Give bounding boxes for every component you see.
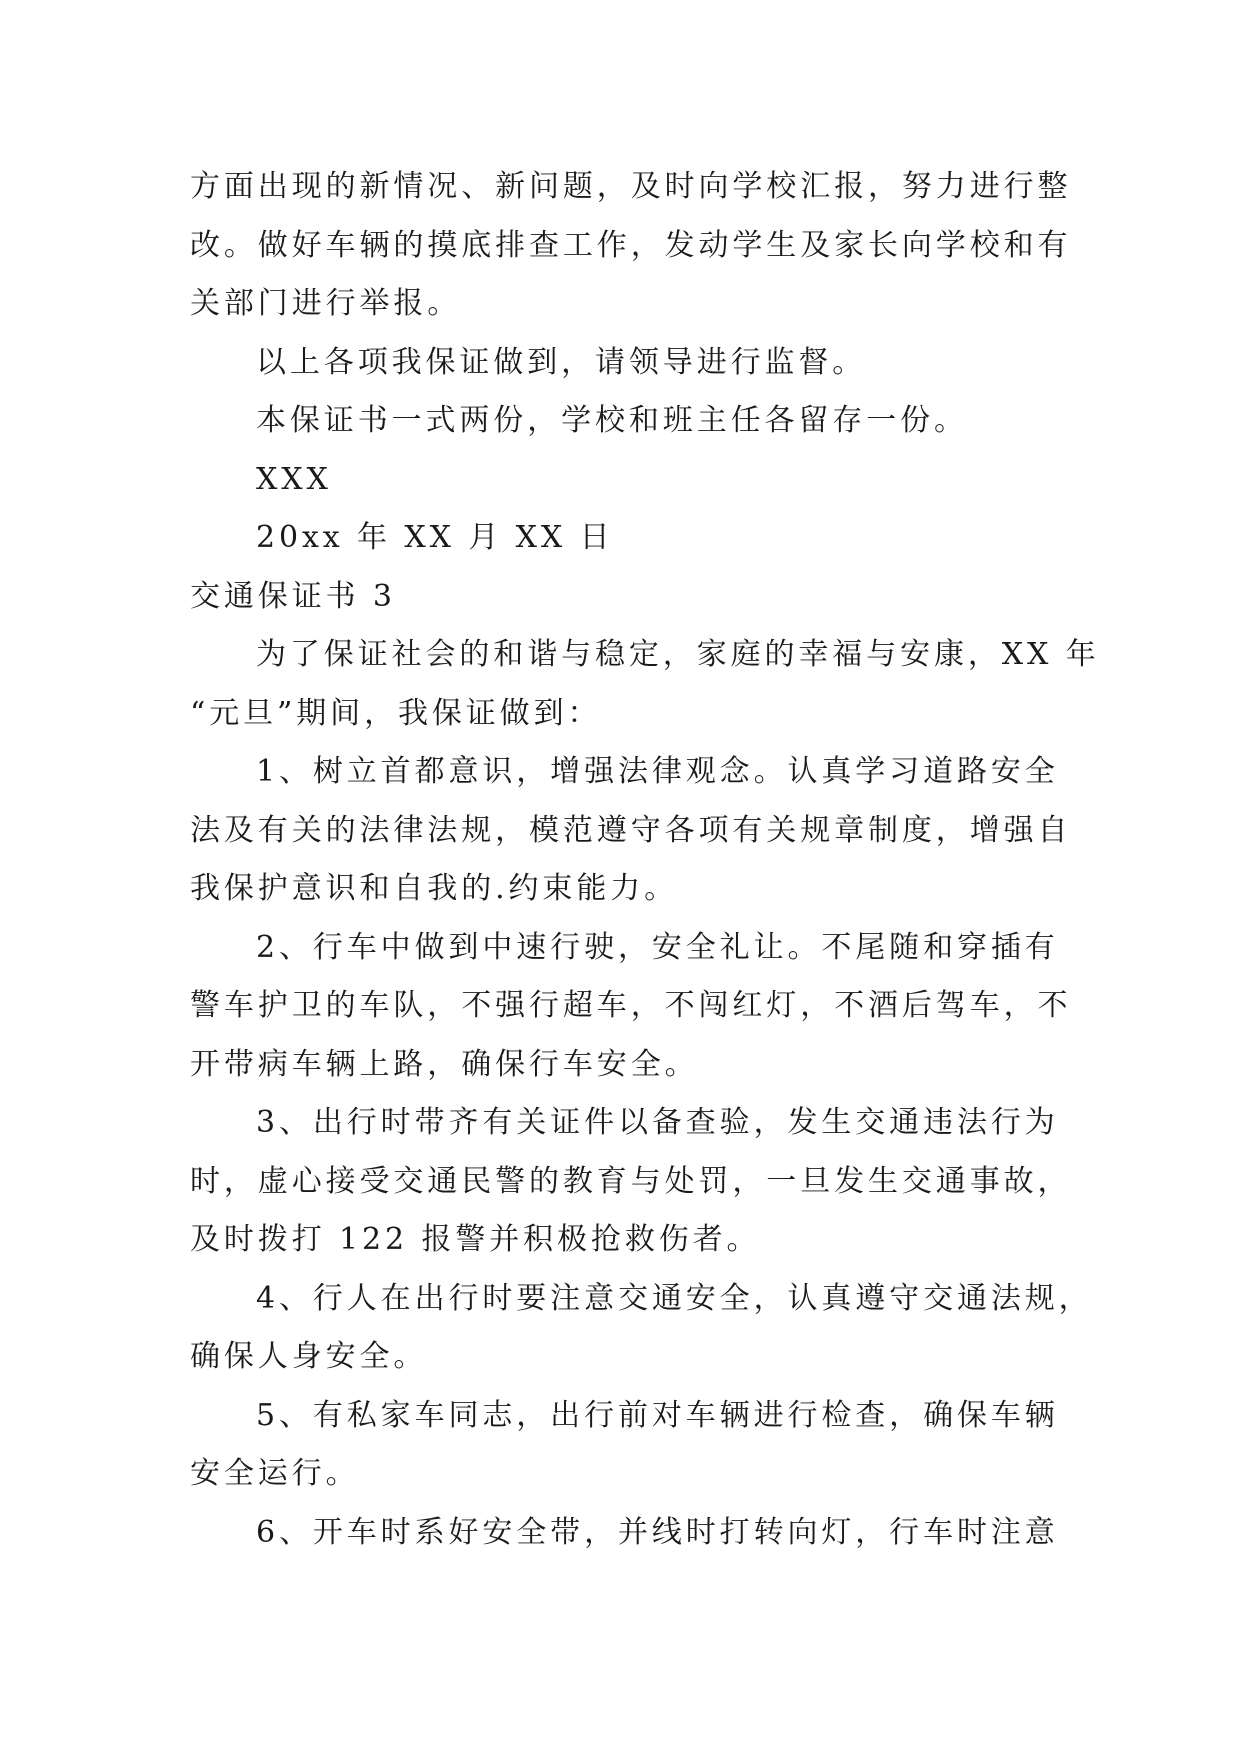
text-line: 1、树立首都意识，增强法律观念。认真学习道路安全 [256, 754, 1059, 789]
text-line: 开带病车辆上路，确保行车安全。 [190, 1046, 699, 1082]
signature-name: XXX [256, 461, 332, 497]
text-line: 及时拨打 122 报警并积极抢救伤者。 [190, 1222, 761, 1257]
text-line: 本保证书一式两份，学校和班主任各留存一份。 [256, 403, 968, 438]
section-heading: 交通保证书 3 [190, 578, 396, 614]
text-line: 关部门进行举报。 [190, 286, 462, 321]
text-line: 4、行人在出行时要注意交通安全，认真遵守交通法规， [256, 1280, 1093, 1316]
text-line: 法及有关的法律法规，模范遵守各项有关规章制度，增强自 [190, 812, 1072, 848]
text-line: 以上各项我保证做到，请领导进行监督。 [256, 344, 867, 380]
text-line: 安全运行。 [190, 1456, 360, 1491]
text-line: 时，虚心接受交通民警的教育与处罚，一旦发生交通事故， [190, 1163, 1072, 1199]
text-line: 警车护卫的车队，不强行超车，不闯红灯，不酒后驾车，不 [190, 988, 1072, 1023]
text-line: 方面出现的新情况、新问题，及时向学校汇报，努力进行整 [190, 169, 1072, 204]
document-body [190, 158, 1100, 1562]
text-line: 我保护意识和自我的.约束能力。 [190, 871, 679, 906]
text-line: 5、有私家车同志，出行前对车辆进行检查，确保车辆 [256, 1397, 1059, 1433]
text-line: 确保人身安全。 [190, 1339, 428, 1374]
text-line: “元旦”期间，我保证做到： [190, 695, 602, 731]
text-line: 2、行车中做到中速行驶，安全礼让。不尾随和穿插有 [256, 929, 1059, 965]
signature-date: 20xx 年 XX 月 XX 日 [256, 520, 614, 555]
text-line: 6、开车时系好安全带，并线时打转向灯，行车时注意 [256, 1514, 1059, 1550]
text-line: 为了保证社会的和谐与稳定，家庭的幸福与安康，XX 年 [256, 637, 1100, 672]
text-line: 3、出行时带齐有关证件以备查验，发生交通违法行为 [256, 1105, 1059, 1140]
text-line: 改。做好车辆的摸底排查工作，发动学生及家长向学校和有 [190, 227, 1072, 263]
